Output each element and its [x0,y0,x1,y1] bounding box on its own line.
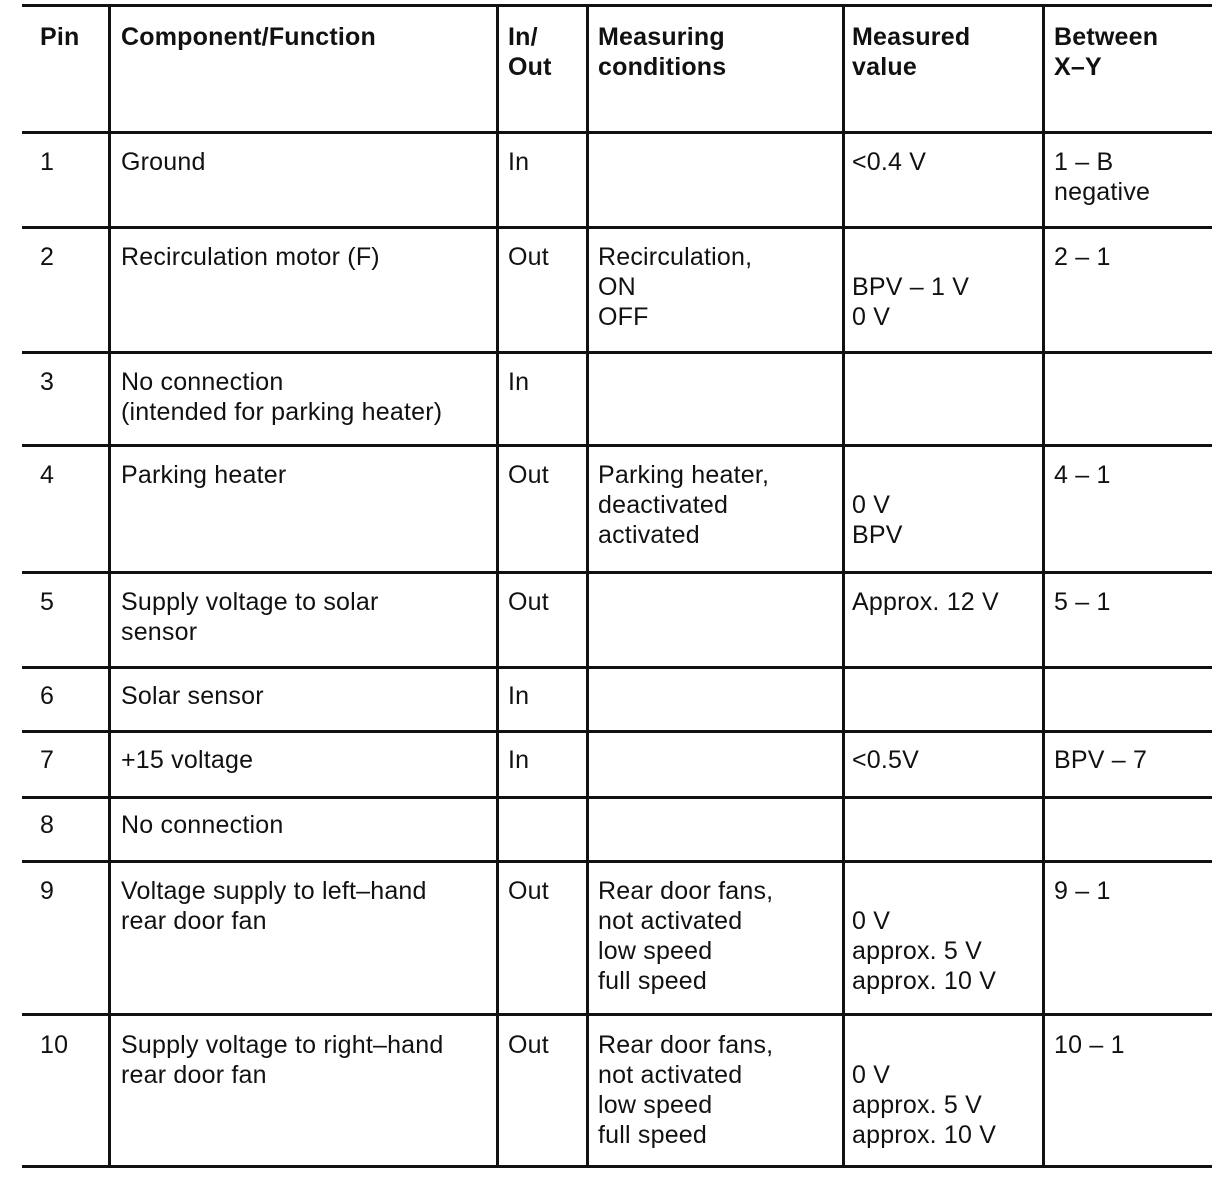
cell-pin: 6 [40,682,55,710]
header-between: Between X–Y [1054,23,1159,81]
row-divider [22,1165,1212,1168]
cell-inout: In [508,682,530,710]
cell-value: Approx. 12 V [852,588,999,616]
cell-conditions: Parking heater, deactivated activated [598,461,770,549]
header-value: Measured value [852,23,971,81]
cell-inout: In [508,148,530,176]
row-divider [22,796,1212,799]
cell-between: 9 – 1 [1054,877,1111,905]
cell-component: No connection [121,811,284,839]
cell-component: Voltage supply to left–hand rear door fan [121,877,427,935]
cell-value: <0.5V [852,746,920,774]
row-divider [22,571,1212,574]
cell-pin: 2 [40,243,55,271]
cell-component: Ground [121,148,206,176]
header-pin: Pin [40,23,80,51]
column-divider [496,4,499,1168]
cell-between: 4 – 1 [1054,461,1111,489]
header-conditions: Measuring conditions [598,23,727,81]
cell-pin: 1 [40,148,55,176]
row-divider [22,730,1212,733]
cell-inout: Out [508,1031,549,1059]
cell-component: Parking heater [121,461,287,489]
cell-component: Supply voltage to solar sensor [121,588,379,646]
cell-component: Recirculation motor (F) [121,243,380,271]
cell-inout: Out [508,877,549,905]
cell-pin: 3 [40,368,55,396]
cell-inout: In [508,368,530,396]
cell-between: 10 – 1 [1054,1031,1125,1059]
cell-inout: Out [508,461,549,489]
cell-pin: 9 [40,877,55,905]
row-divider [22,444,1212,447]
cell-pin: 7 [40,746,55,774]
header-component: Component/Function [121,23,376,51]
cell-pin: 5 [40,588,55,616]
row-divider [22,1013,1212,1016]
header-inout: In/ Out [508,23,552,81]
cell-conditions: Rear door fans, not activated low speed full speed [598,877,774,995]
cell-between: 1 – B negative [1054,148,1151,206]
cell-value: 0 V BPV [852,491,903,549]
cell-value: BPV – 1 V 0 V [852,273,970,331]
cell-value: 0 V approx. 5 V approx. 10 V [852,907,997,995]
column-divider [586,4,589,1168]
cell-between: 5 – 1 [1054,588,1111,616]
row-divider [22,4,1212,7]
cell-pin: 8 [40,811,55,839]
column-divider [842,4,845,1168]
column-divider [108,4,111,1168]
cell-value: 0 V approx. 5 V approx. 10 V [852,1061,997,1149]
cell-pin: 4 [40,461,55,489]
cell-pin: 10 [40,1031,69,1059]
cell-component: Solar sensor [121,682,264,710]
cell-conditions: Recirculation, ON OFF [598,243,753,331]
cell-inout: Out [508,588,549,616]
cell-inout: Out [508,243,549,271]
cell-value: <0.4 V [852,148,927,176]
row-divider [22,666,1212,669]
column-divider [1042,4,1045,1168]
cell-component: Supply voltage to right–hand rear door fan [121,1031,444,1089]
cell-conditions: Rear door fans, not activated low speed full speed [598,1031,774,1149]
cell-inout: In [508,746,530,774]
cell-component: No connection (intended for parking heater) [121,368,443,426]
cell-between: BPV – 7 [1054,746,1148,774]
row-divider [22,860,1212,863]
row-divider [22,226,1212,229]
row-divider [22,351,1212,354]
cell-between: 2 – 1 [1054,243,1111,271]
row-divider [22,131,1212,134]
cell-component: +15 voltage [121,746,254,774]
